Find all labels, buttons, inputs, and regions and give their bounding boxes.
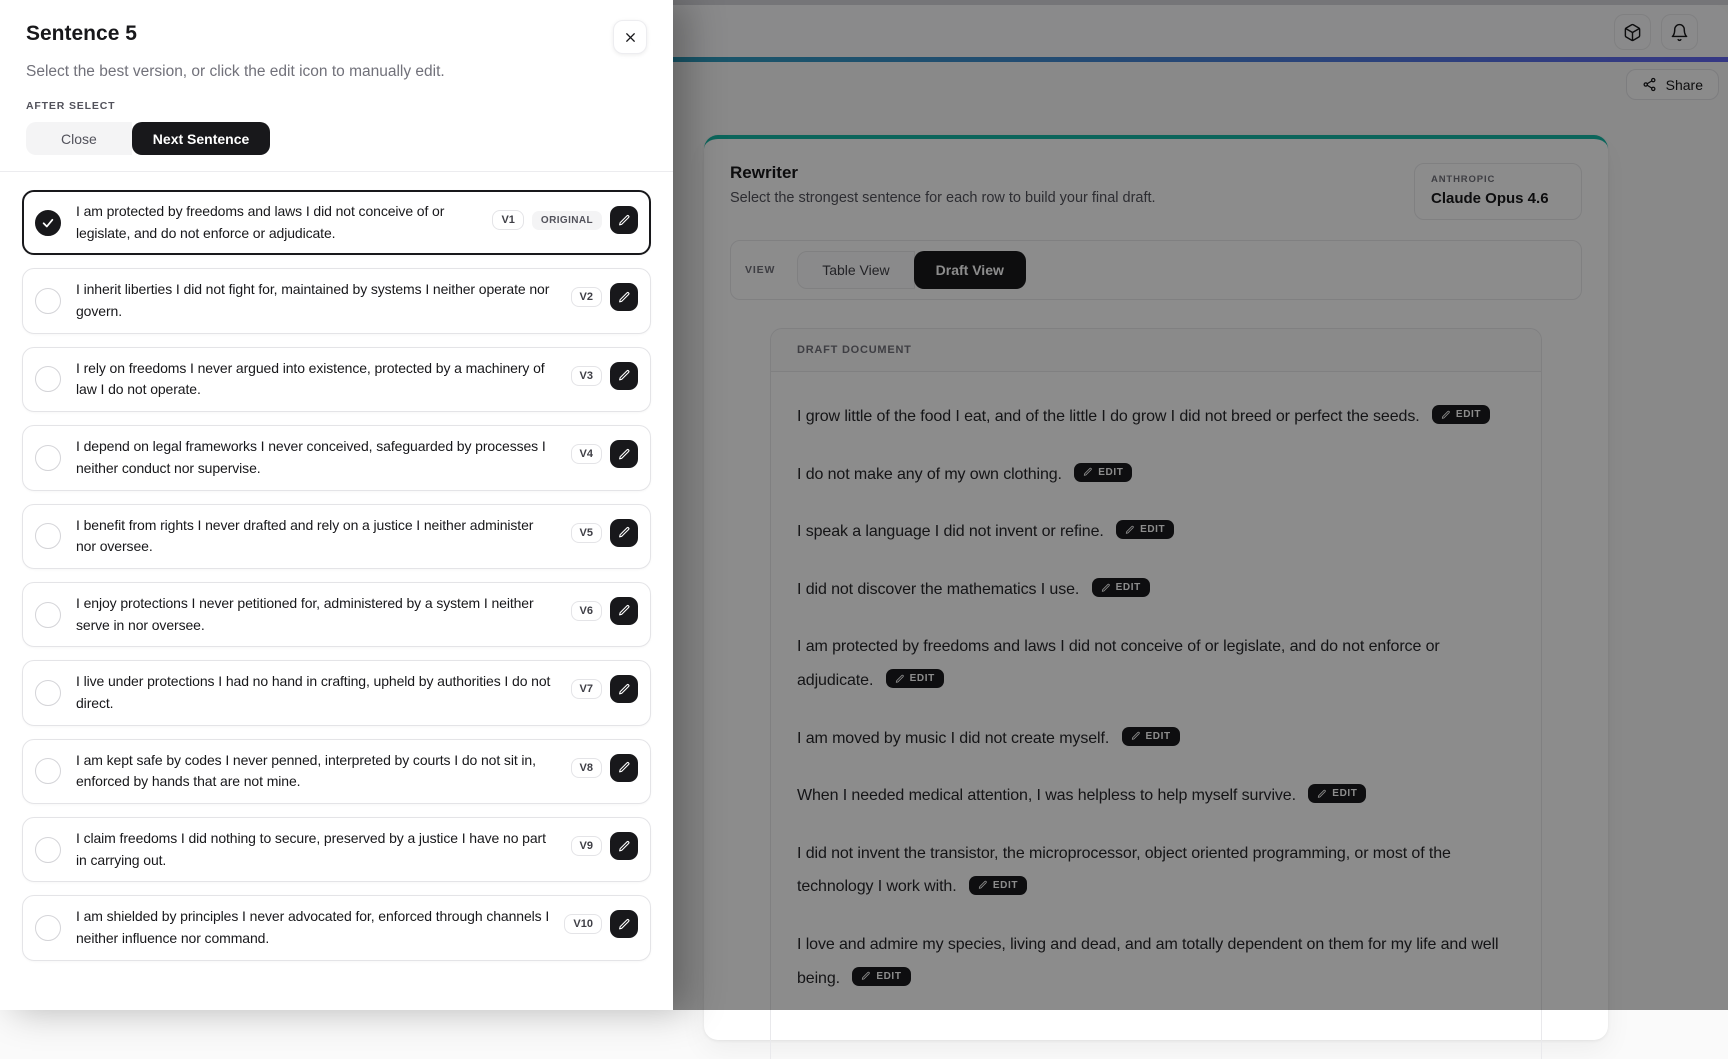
version-badge: V2 [571, 287, 602, 307]
draft-sentence-text: I did not invent the transistor, the microprocessor, object oriented programming, or most of the technology I work with. [797, 844, 1451, 896]
version-option[interactable] [22, 817, 651, 882]
version-radio[interactable] [35, 366, 61, 392]
version-badges [571, 754, 638, 782]
tab-draft-view[interactable]: Draft View [914, 251, 1026, 289]
edit-label: EDIT [1332, 788, 1358, 800]
pencil-icon [618, 369, 631, 382]
draft-sentence-text: I do not make any of my own clothing. [797, 465, 1067, 483]
edit-version-button[interactable] [610, 675, 638, 703]
version-radio[interactable] [35, 210, 61, 236]
modal-title: Sentence 5 [26, 22, 137, 45]
version-text: I benefit from rights I never drafted and rely on a justice I neither administer nor oversee. [76, 516, 534, 555]
version-text: I am protected by freedoms and laws I did not conceive of or legislate, and do not enforce or adjudicate. [76, 203, 445, 241]
edit-version-button[interactable] [610, 910, 638, 938]
pencil-icon [618, 840, 631, 853]
version-radio[interactable] [35, 523, 61, 549]
version-option[interactable] [22, 660, 651, 725]
check-icon [41, 216, 55, 230]
edit-label: EDIT [876, 970, 902, 982]
version-badge: V4 [571, 444, 602, 464]
version-option[interactable] [22, 739, 651, 804]
model-provider-label: ANTHROPIC [1431, 174, 1496, 185]
sentence-modal [0, 0, 673, 1010]
version-list [0, 172, 673, 979]
version-badge: V7 [571, 679, 602, 699]
version-option[interactable] [22, 895, 651, 960]
version-option[interactable] [22, 504, 651, 569]
version-radio[interactable] [35, 445, 61, 471]
edit-label: EDIT [1145, 730, 1171, 742]
version-badges [571, 519, 638, 547]
version-radio[interactable] [35, 288, 61, 314]
version-badge: V5 [571, 523, 602, 543]
draft-sentence-text: I am protected by freedoms and laws I did not conceive of or legislate, and do not enforce or adjudicate. [797, 638, 1440, 689]
edit-label: EDIT [1140, 524, 1166, 536]
version-badge: V6 [571, 601, 602, 621]
tab-table-view[interactable]: Table View [797, 251, 914, 289]
version-radio[interactable] [35, 915, 61, 941]
pencil-icon [618, 683, 631, 696]
version-radio[interactable] [35, 837, 61, 863]
share-label: Share [1665, 76, 1703, 93]
version-badges [571, 832, 638, 860]
version-radio[interactable] [35, 602, 61, 628]
edit-version-button[interactable] [610, 832, 638, 860]
version-badges [564, 910, 638, 938]
edit-version-button[interactable] [610, 283, 638, 311]
card-subtitle: Select the strongest sentence for each row to build your final draft. [730, 190, 1156, 206]
version-badge: V1 [492, 210, 523, 230]
edit-version-button[interactable] [610, 206, 638, 234]
version-option[interactable] [22, 425, 651, 490]
pencil-icon [618, 604, 631, 617]
pencil-icon [618, 526, 631, 539]
close-modal-button[interactable] [613, 20, 647, 54]
version-text: I enjoy protections I never petitioned for, administered by a system I neither serve in nor oversee. [76, 594, 534, 633]
pencil-icon [618, 291, 631, 304]
edit-label: EDIT [1115, 582, 1141, 594]
after-select-label: AFTER SELECT [26, 100, 116, 112]
draft-sentence-text: I love and admire my species, living and dead, and am totally dependent on them for my life and well being. [797, 935, 1499, 987]
draft-document-header: DRAFT DOCUMENT [771, 329, 1541, 372]
pencil-icon [618, 214, 631, 227]
version-text: I am shielded by principles I never advocated for, enforced through channels I neither influence nor command. [76, 908, 550, 947]
version-text: I am kept safe by codes I never penned, interpreted by courts I do not sit in, enforced by hands that are not mine. [76, 751, 536, 790]
version-option[interactable] [22, 582, 651, 647]
edit-version-button[interactable] [610, 362, 638, 390]
model-name: Claude Opus 4.6 [1431, 190, 1549, 207]
draft-sentence-text: I did not discover the mathematics I use. [797, 580, 1084, 598]
modal-header [0, 0, 673, 172]
pencil-icon [618, 918, 631, 931]
view-label: VIEW [745, 264, 776, 276]
version-radio[interactable] [35, 758, 61, 784]
version-badges [571, 675, 638, 703]
edit-version-button[interactable] [610, 754, 638, 782]
version-badges [492, 206, 638, 234]
version-option[interactable] [22, 347, 651, 412]
edit-label: EDIT [992, 879, 1019, 891]
next-sentence-button[interactable]: Next Sentence [132, 122, 270, 155]
version-option[interactable] [22, 268, 651, 333]
original-badge: ORIGINAL [532, 211, 602, 230]
pencil-icon [618, 448, 631, 461]
version-badges [571, 440, 638, 468]
close-button[interactable]: Close [26, 122, 132, 155]
edit-version-button[interactable] [610, 440, 638, 468]
version-text: I inherit liberties I did not fight for, maintained by systems I neither operate nor govern. [76, 281, 550, 320]
modal-actions [26, 122, 647, 155]
edit-label: EDIT [909, 673, 935, 685]
version-option[interactable] [22, 190, 651, 255]
draft-sentence-text: I grow little of the food I eat, and of the little I do grow I did not breed or perfect the seeds. [797, 408, 1424, 425]
edit-label: EDIT [1455, 409, 1482, 421]
card-title: Rewriter [730, 163, 799, 182]
version-text: I rely on freedoms I never argued into existence, protected by a machinery of law I do not operate. [76, 359, 545, 398]
pencil-icon [618, 761, 631, 774]
modal-subtitle: Select the best version, or click the edit icon to manually edit. [26, 63, 445, 80]
draft-sentence-text: I am moved by music I did not create myself. [797, 729, 1114, 747]
version-badges [571, 283, 638, 311]
draft-sentence-text: I speak a language I did not invent or refine. [797, 523, 1109, 541]
version-badge: V10 [564, 914, 602, 934]
version-badge: V3 [571, 366, 602, 386]
version-badge: V9 [571, 836, 602, 856]
version-badge: V8 [571, 758, 602, 778]
version-radio[interactable] [35, 680, 61, 706]
version-badges [571, 362, 638, 390]
draft-sentence-text: When I needed medical attention, I was helpless to help myself survive. [797, 787, 1301, 805]
version-text: I depend on legal frameworks I never conceived, safeguarded by processes I neither conduct nor supervise. [76, 438, 546, 476]
version-badges [571, 597, 638, 625]
version-text: I claim freedoms I did nothing to secure, preserved by a justice I have no part in carrying out. [76, 830, 546, 868]
edit-version-button[interactable] [610, 597, 638, 625]
edit-label: EDIT [1098, 466, 1124, 478]
version-text: I live under protections I had no hand in crafting, upheld by authorities I do not direct. [76, 673, 551, 711]
edit-version-button[interactable] [610, 519, 638, 547]
close-icon [623, 30, 638, 45]
